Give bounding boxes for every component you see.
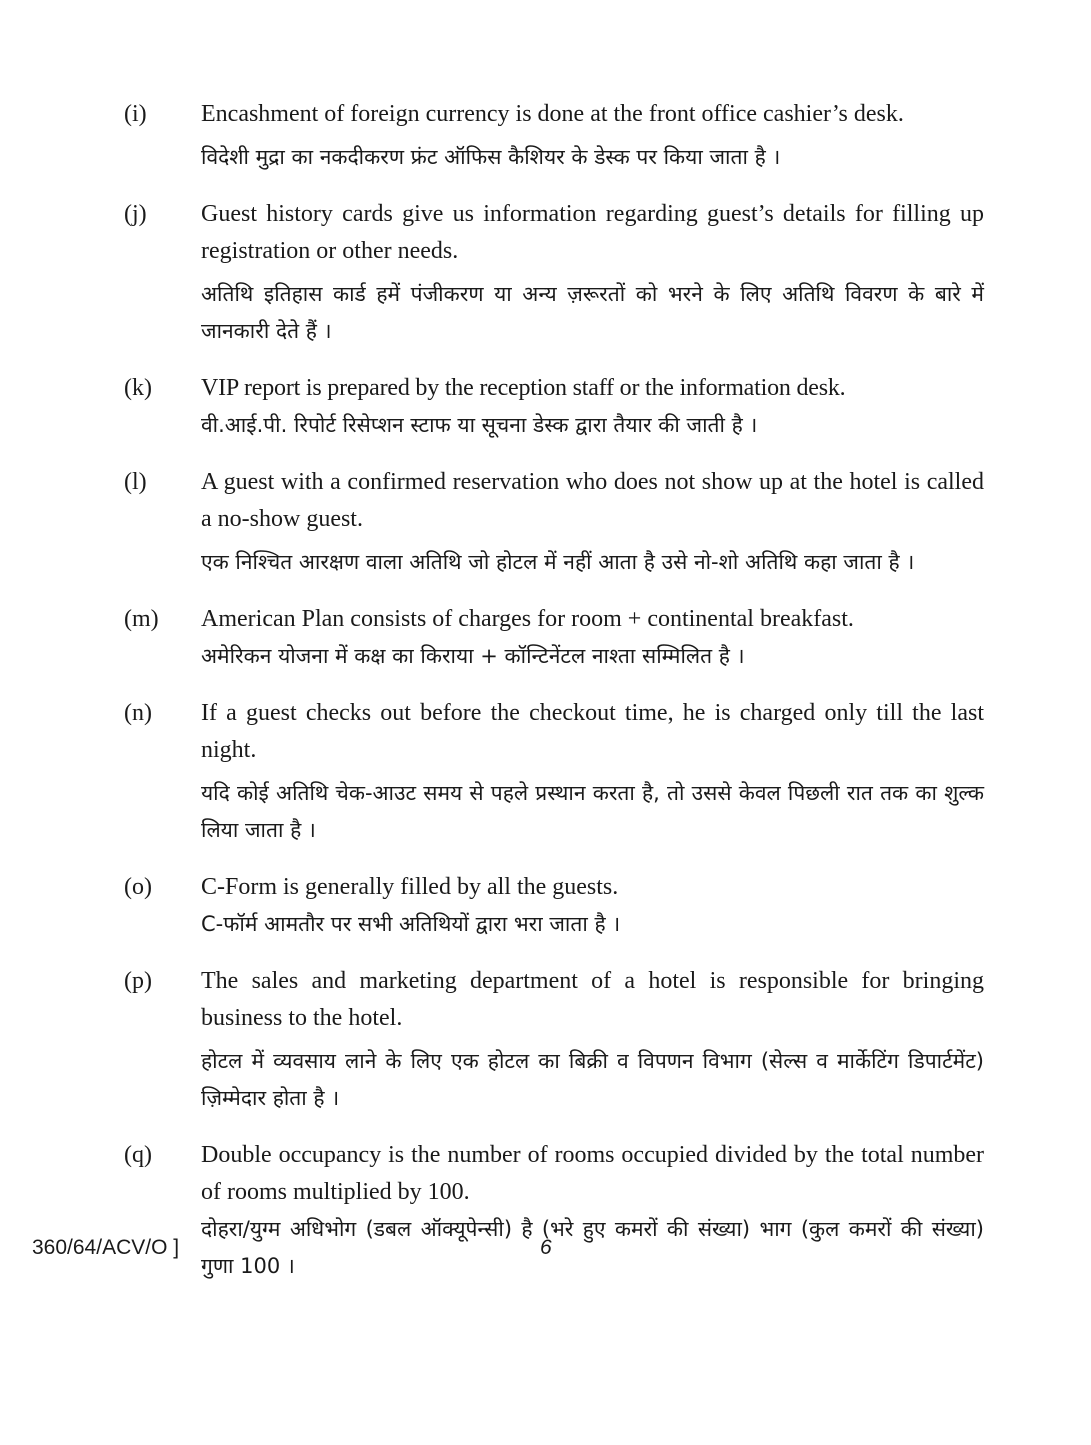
item-hindi-text: C-फॉर्म आमतौर पर सभी अतिथियों द्वारा भरा जाता है ।	[201, 912, 621, 936]
item-english-text: Encashment of foreign currency is done at the front office cashier’s desk.	[201, 101, 904, 127]
item-hindi-text: यदि कोई अतिथि चेक-आउट समय से पहले प्रस्थान करता है, तो उससे केवल पिछली रात तक का शुल्क लिया जाता है ।	[201, 781, 984, 842]
list-item-k	[124, 370, 984, 444]
page-number: 6	[540, 1236, 552, 1259]
item-english-text: Double occupancy is the number of rooms occupied divided by the total number of rooms multiplied by 100.	[201, 1142, 984, 1205]
item-english-text: The sales and marketing department of a hotel is responsible for bringing business to the hotel.	[201, 968, 984, 1031]
item-marker: (m)	[124, 606, 159, 632]
question-list	[124, 96, 984, 1305]
item-body	[201, 1137, 984, 1285]
list-item-p	[124, 963, 984, 1117]
item-hindi-text: दोहरा/युग्म अधिभोग (डबल ऑक्यूपेन्सी) है (भरे हुए कमरों की संख्या) भाग (कुल कमरों की संख्या) गुणा 100 ।	[201, 1217, 984, 1278]
list-item-j	[124, 196, 984, 350]
footer-exam-code: 360/64/ACV/O ]	[32, 1236, 180, 1259]
item-english-text: If a guest checks out before the checkout time, he is charged only till the last night.	[201, 700, 984, 763]
item-body	[201, 370, 984, 444]
item-marker: (p)	[124, 968, 152, 994]
item-marker: (j)	[124, 201, 147, 227]
item-hindi-text: वी.आई.पी. रिपोर्ट रिसेप्शन स्टाफ या सूचना डेस्क द्वारा तैयार की जाती है ।	[201, 413, 758, 437]
list-item-m	[124, 601, 984, 675]
item-marker: (n)	[124, 700, 152, 726]
list-item-q	[124, 1137, 984, 1285]
item-hindi-text: एक निश्चित आरक्षण वाला अतिथि जो होटल में नहीं आता है उसे नो-शो अतिथि कहा जाता है ।	[201, 550, 915, 574]
item-marker: (o)	[124, 874, 152, 900]
item-hindi-text: विदेशी मुद्रा का नकदीकरण फ्रंट ऑफिस कैशियर के डेस्क पर किया जाता है ।	[201, 145, 781, 169]
item-hindi-text: होटल में व्यवसाय लाने के लिए एक होटल का बिक्री व विपणन विभाग (सेल्स व मार्केटिंग डिपार्टमेंट) ज़िम्मेदार होता है ।	[201, 1049, 984, 1110]
list-item-o	[124, 869, 984, 943]
item-english-text: A guest with a confirmed reservation who does not show up at the hotel is called a no-show guest.	[201, 469, 984, 532]
item-body	[201, 695, 984, 849]
item-marker: (i)	[124, 101, 147, 127]
list-item-i	[124, 96, 984, 176]
item-english-text: C-Form is generally filled by all the guests.	[201, 874, 619, 900]
item-marker: (l)	[124, 469, 147, 495]
list-item-n	[124, 695, 984, 849]
item-marker: (k)	[124, 375, 152, 401]
list-item-l	[124, 464, 984, 581]
item-english-text: Guest history cards give us information regarding guest’s details for filling up registration or other needs.	[201, 201, 984, 264]
item-marker: (q)	[124, 1142, 152, 1168]
item-body	[201, 963, 984, 1117]
item-hindi-text: अमेरिकन योजना में कक्ष का किराया + कॉन्टिनेंटल नाश्ता सम्मिलित है ।	[201, 644, 745, 668]
item-body	[201, 464, 984, 581]
item-english-text: American Plan consists of charges for room + continental breakfast.	[201, 606, 854, 632]
item-body	[201, 196, 984, 350]
item-body	[201, 869, 984, 943]
item-body	[201, 96, 984, 176]
item-hindi-text: अतिथि इतिहास कार्ड हमें पंजीकरण या अन्य ज़रूरतों को भरने के लिए अतिथि विवरण के बारे में जानकारी देते हैं ।	[201, 282, 984, 343]
item-english-text: VIP report is prepared by the reception staff or the information desk.	[201, 375, 846, 401]
item-body	[201, 601, 984, 675]
